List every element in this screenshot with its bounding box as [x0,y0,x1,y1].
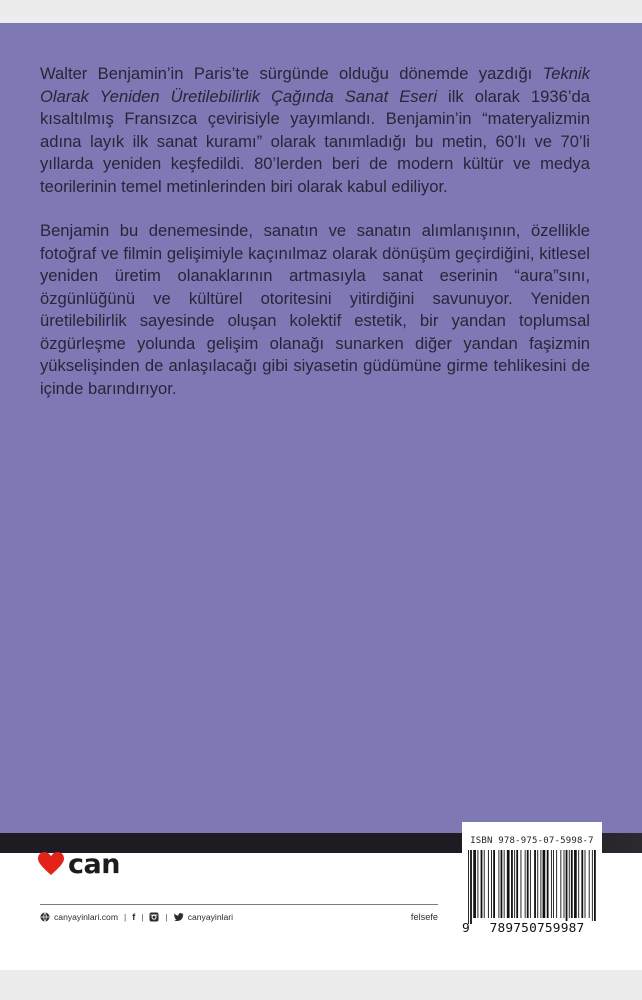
paragraph-1-lead: Walter Benjamin’in Paris’te sürgünde olduğu dönemde yazdığı [40,64,543,83]
separator: | [165,912,168,922]
publisher-logo [38,844,120,884]
website-link[interactable] [40,912,118,922]
barcode-bar [534,850,536,918]
barcode-bar [553,850,554,918]
facebook-link[interactable] [132,912,135,922]
barcode-digits [462,921,602,936]
barcode-bar [521,850,522,918]
twitter-link[interactable] [174,912,233,922]
blurb-paragraph-2: Benjamin bu denemesinde, sanatın ve sanatın alımlanışının, özellikle fotoğraf ve filmin gelişimiyle kaçınılmaz olarak dönüşüm geçirdiğini, kitlesel yeniden üretim olanaklarının artmasıyla sanat eserinin “aura”sını, özgünlüğünü ve kültürel otoritesini yitirdiğini savunuyor. Yeniden üretilebilirlik sayesinde oluşan kolektif estetik, bir yandan toplumsal özgürleşme yolunda gelişim olanağı sunarken diğer yandan faşizmin yükselişinden de anlaşılacağı gibi siyasetin güdümüne girme tehlikesini de içinde barındırıyor. [40,221,590,398]
isbn-label: ISBN 978-975-07-5998-7 [470,836,594,846]
barcode-bar [594,850,596,924]
barcode-bar [530,850,531,918]
essay-title: Teknik Olarak Yeniden Üretilebilirlik Çağında Sanat Eseri [40,64,590,106]
barcode-bar [468,850,469,924]
barcode-bar [571,850,573,918]
barcode-bar [507,850,510,918]
paragraph-1-tail: ilk olarak 1936’da kısaltılmış Fransızca çevirisiyle yayımlandı. Benjamin’in “materyalizmin adına layık ilk sanat kuramı” olarak tanımladığı bu metin, 60’lı ve 70’li yıllarda yeniden keşfedildi. 80’lerden beri de modern kültür ve medya teorilerinin temel metinlerinden biri olarak kabul ediliyor. [40,86,590,196]
separator: | [124,912,127,922]
purple-panel [0,23,642,833]
barcode-bar [556,850,557,918]
barcode-digit-string: 789750759987 [472,921,602,936]
footer-divider [40,904,438,905]
category-label: felsefe [410,912,438,922]
instagram-link[interactable] [149,912,159,922]
barcode-bar [488,850,489,918]
barcode-bar [470,850,472,924]
barcode-bar [547,850,549,918]
barcode-bar [501,850,503,918]
barcode-bar [551,850,552,918]
social-handle: canyayinlari [187,912,234,922]
barcode-bar [574,850,577,918]
heart-icon [38,852,64,876]
barcode-bar [481,850,483,918]
blurb-text [40,63,590,400]
barcode-bar [566,850,568,924]
barcode-bar [484,850,485,918]
barcode-bar [525,850,526,918]
barcode-bar [516,850,518,918]
barcode-bar [540,850,541,918]
facebook-icon: f [132,912,136,922]
barcode-bar [560,850,561,918]
barcode-bar [592,850,593,924]
barcode [466,850,598,924]
barcode-bar [493,850,495,918]
barcode-bar [511,850,513,918]
barcode-bar [477,850,478,918]
barcode-bar [585,850,586,918]
barcode-bar [543,850,546,918]
blurb-paragraph-1 [40,63,590,198]
barcode-bar [589,850,590,918]
barcode-bar [569,850,570,918]
website-text: canyayinlari.com [54,912,118,922]
barcode-bar [504,850,505,918]
barcode-bar [514,850,515,918]
barcode-bar [527,850,529,918]
barcode-bar [473,850,476,918]
barcode-bar [498,850,499,918]
publisher-footer [40,912,438,922]
logo-wordmark: can [68,848,120,880]
separator: | [141,912,144,922]
barcode-bar [564,850,565,918]
barcode-bar [537,850,538,918]
barcode-bar [491,850,492,918]
barcode-bar [581,850,583,918]
barcode-first-digit: 9 [462,921,470,936]
globe-icon [40,912,50,922]
barcode-bar [578,850,579,918]
instagram-icon [149,912,159,922]
twitter-icon [174,912,184,922]
